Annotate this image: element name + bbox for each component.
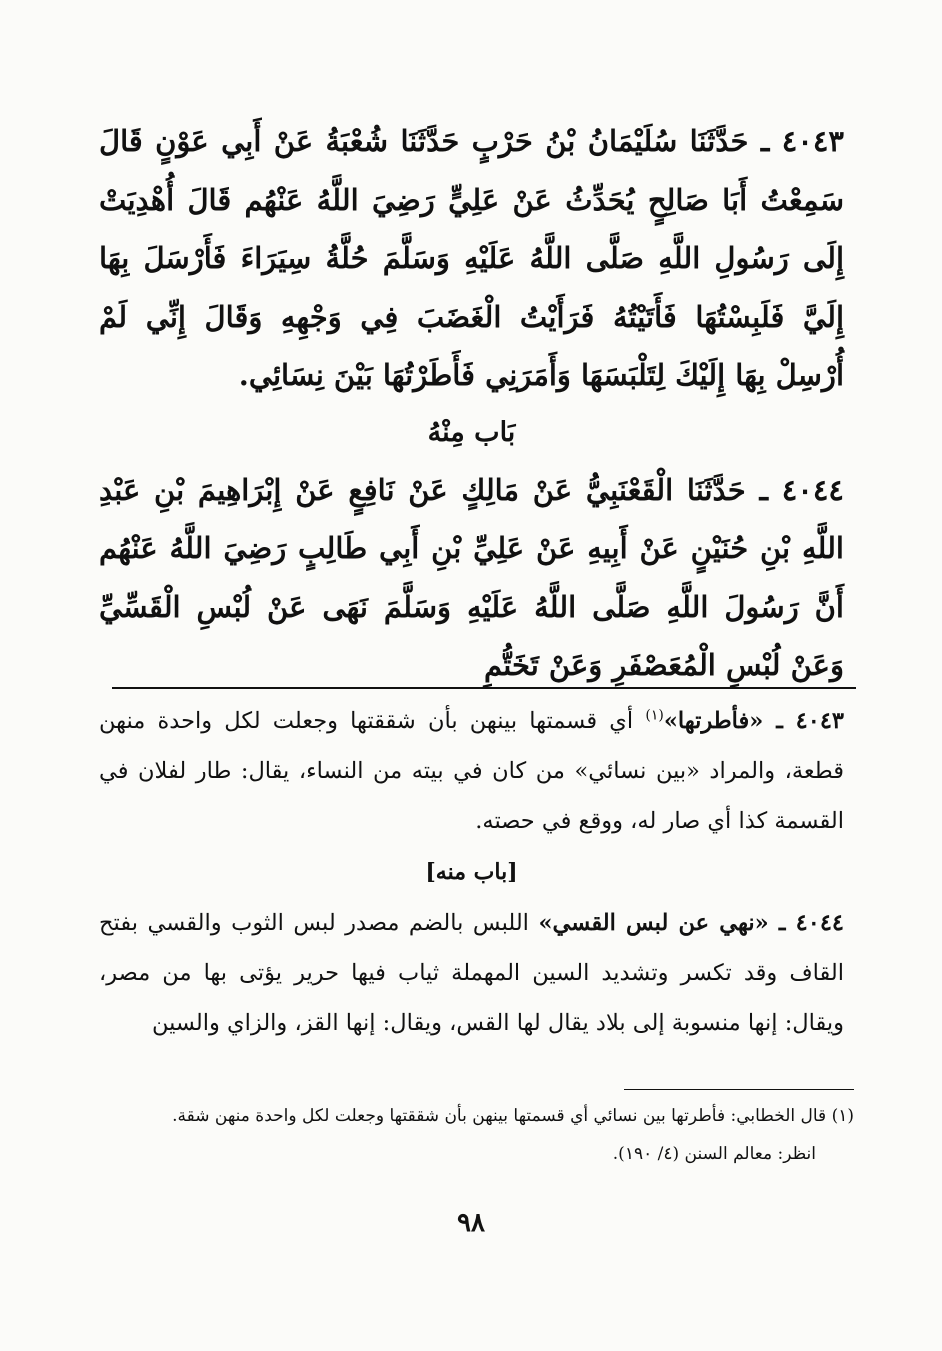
commentary-4043 — [99, 696, 844, 846]
footnote-1-line-1: (١) قال الخطابي: فأطرتها بين نسائي أي قسمتها بينهن بأن شققتها وجعلت لكل واحدة منهن شقة. — [172, 1106, 854, 1126]
hadith-text: ـ حَدَّثَنَا الْقَعْنَبِيُّ عَنْ مَالِكٍ عَنْ نَافِعٍ عَنْ إِبْرَاهِيمَ بْنِ عَبْدِ اللَّهِ بْنِ حُنَيْنٍ عَنْ أَبِيهِ عَنْ عَلِيِّ بْنِ أَبِي طَالِبٍ رَضِيَ اللَّهُ عَنْهُم أَنَّ رَسُولَ اللَّهِ صَلَّى اللَّهُ عَلَيْهِ وَسَلَّمَ نَهَى عَنْ لُبْسِ الْقَسِّيِّ وَعَنْ لُبْسِ الْمُعَصْفَرِ وَعَنْ تَخَتُّمِ — [99, 472, 844, 682]
chapter-heading: بَاب مِنْهُ — [427, 416, 516, 448]
commentary-text: أي قسمتها بينهن بأن شققتها وجعلت لكل واحدة منهن قطعة، والمراد «بين نسائي» من كان في بيته من النساء، يقال: طار لفلان في القسمة كذا أي صار له، ووقع في حصته. — [99, 708, 844, 834]
commentary-separator — [112, 687, 856, 689]
hadith-4044 — [99, 461, 844, 695]
footnote-1-line-2: انظر: معالم السنن (٤/ ١٩٠). — [612, 1144, 816, 1164]
hadith-number: ٤٠٤٣ — [781, 124, 844, 158]
footnotes — [94, 1097, 854, 1173]
hadith-text: ـ حَدَّثَنَا سُلَيْمَانُ بْنُ حَرْبٍ حَدَّثَنَا شُعْبَةُ عَنْ أَبِي عَوْنٍ قَالَ سَمِعْتُ أَبَا صَالِحٍ يُحَدِّثُ عَنْ عَلِيٍّ رَضِيَ اللَّهُ عَنْهُم قَالَ أُهْدِيَتْ إِلَى رَسُولِ اللَّهِ صَلَّى اللَّهُ عَلَيْهِ وَسَلَّمَ حُلَّةُ سِيَرَاءَ فَأَرْسَلَ بِهَا إِلَيَّ فَلَبِسْتُهَا فَأَتَيْتُهُ فَرَأَيْتُ الْغَضَبَ فِي وَجْهِهِ وَقَالَ إِنِّي لَمْ أُرْسِلْ بِهَا إِلَيْكَ لِتَلْبَسَهَا وَأَمَرَنِي فَأَطَرْتُهَا بَيْنَ نِسَائِي. — [99, 124, 844, 392]
commentary-term: ـ «فأطرتها» — [663, 708, 796, 734]
commentary-4044 — [99, 898, 844, 1048]
hadith-number: ٤٠٤٤ — [781, 472, 845, 507]
hadith-4043 — [99, 112, 844, 405]
commentary-text: اللبس بالضم مصدر لبس الثوب والقسي بفتح القاف وقد تكسر وتشديد السين المهملة ثياب فيها حرير يؤتى بها من مصر، ويقال: إنها منسوبة إلى بلاد يقال لها القس، ويقال: إنها القز، والزاي والسين — [99, 910, 844, 1036]
footnote-separator — [624, 1089, 854, 1090]
page-number: ٩٨ — [457, 1208, 485, 1238]
footnote-ref: (١) — [645, 707, 664, 724]
commentary-term: ـ «نهي عن لبس القسي» — [538, 910, 796, 936]
main-text — [99, 112, 844, 695]
commentary-number: ٤٠٤٣ — [795, 708, 845, 734]
commentary-number: ٤٠٤٤ — [795, 910, 845, 936]
commentary — [99, 696, 844, 1048]
commentary-chapter-heading: [باب منه] — [425, 859, 518, 885]
